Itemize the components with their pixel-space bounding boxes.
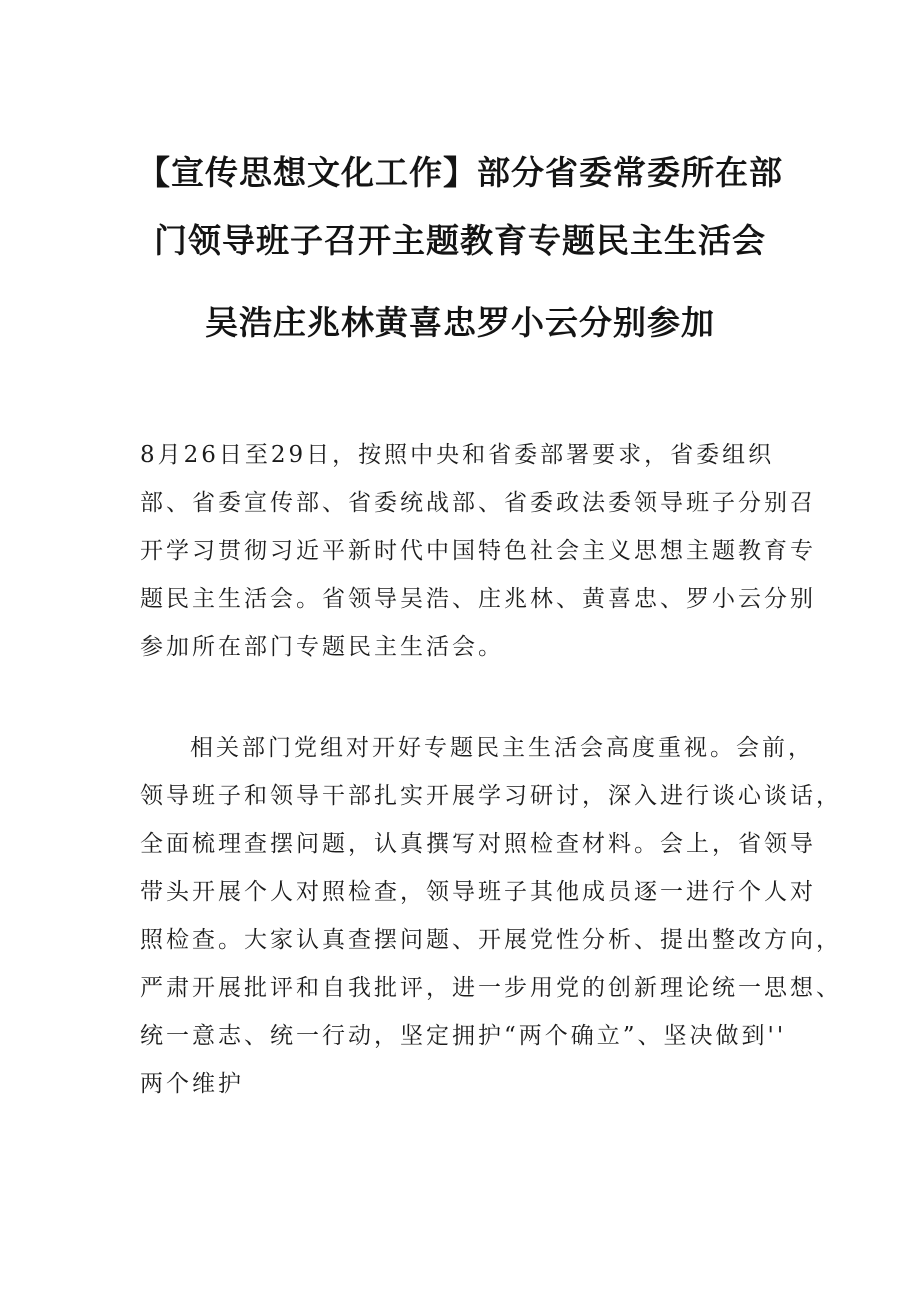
paragraph-2-line: 两个维护 [140, 1071, 244, 1097]
paragraph-2-line: 照检查。大家认真查摆问题、开展党性分析、提出整改方向， [140, 927, 842, 953]
paragraph-2-line: 领导班子和领导干部扎实开展学习研讨，深入进行谈心谈话， [140, 783, 842, 809]
paragraph-2-line: 相关部门党组对开好专题民主生活会高度重视。会前， [190, 735, 814, 761]
paragraph-1-line: 部、省委宣传部、省委统战部、省委政法委领导班子分别召 [140, 490, 816, 516]
paragraph-2-line: 严肃开展批评和自我批评，进一步用党的创新理论统一思想、 [140, 975, 842, 1001]
paragraph-1-line: 题民主生活会。省领导吴浩、庄兆林、黄喜忠、罗小云分别 [140, 586, 816, 612]
paragraph-1-line: 8月26日至29日，按照中央和省委部署要求，省委组织 [140, 442, 775, 468]
paragraph-2-line: 统一意志、统一行动，坚定拥护“两个确立”、坚决做到'' [140, 1023, 787, 1049]
title-line-2: 门领导班子召开主题教育专题民主生活会 [154, 221, 766, 260]
title-line-3: 吴浩庄兆林黄喜忠罗小云分别参加 [205, 303, 715, 342]
paragraph-1-line: 开学习贯彻习近平新时代中国特色社会主义思想主题教育专 [140, 538, 816, 564]
title-line-1: 【宣传思想文化工作】部分省委常委所在部 [137, 153, 783, 192]
paragraph-2-line: 带头开展个人对照检查，领导班子其他成员逐一进行个人对 [140, 879, 816, 905]
paragraph-2-line: 全面梳理查摆问题，认真撰写对照检查材料。会上，省领导 [140, 831, 816, 857]
paragraph-1-line: 参加所在部门专题民主生活会。 [140, 634, 504, 660]
